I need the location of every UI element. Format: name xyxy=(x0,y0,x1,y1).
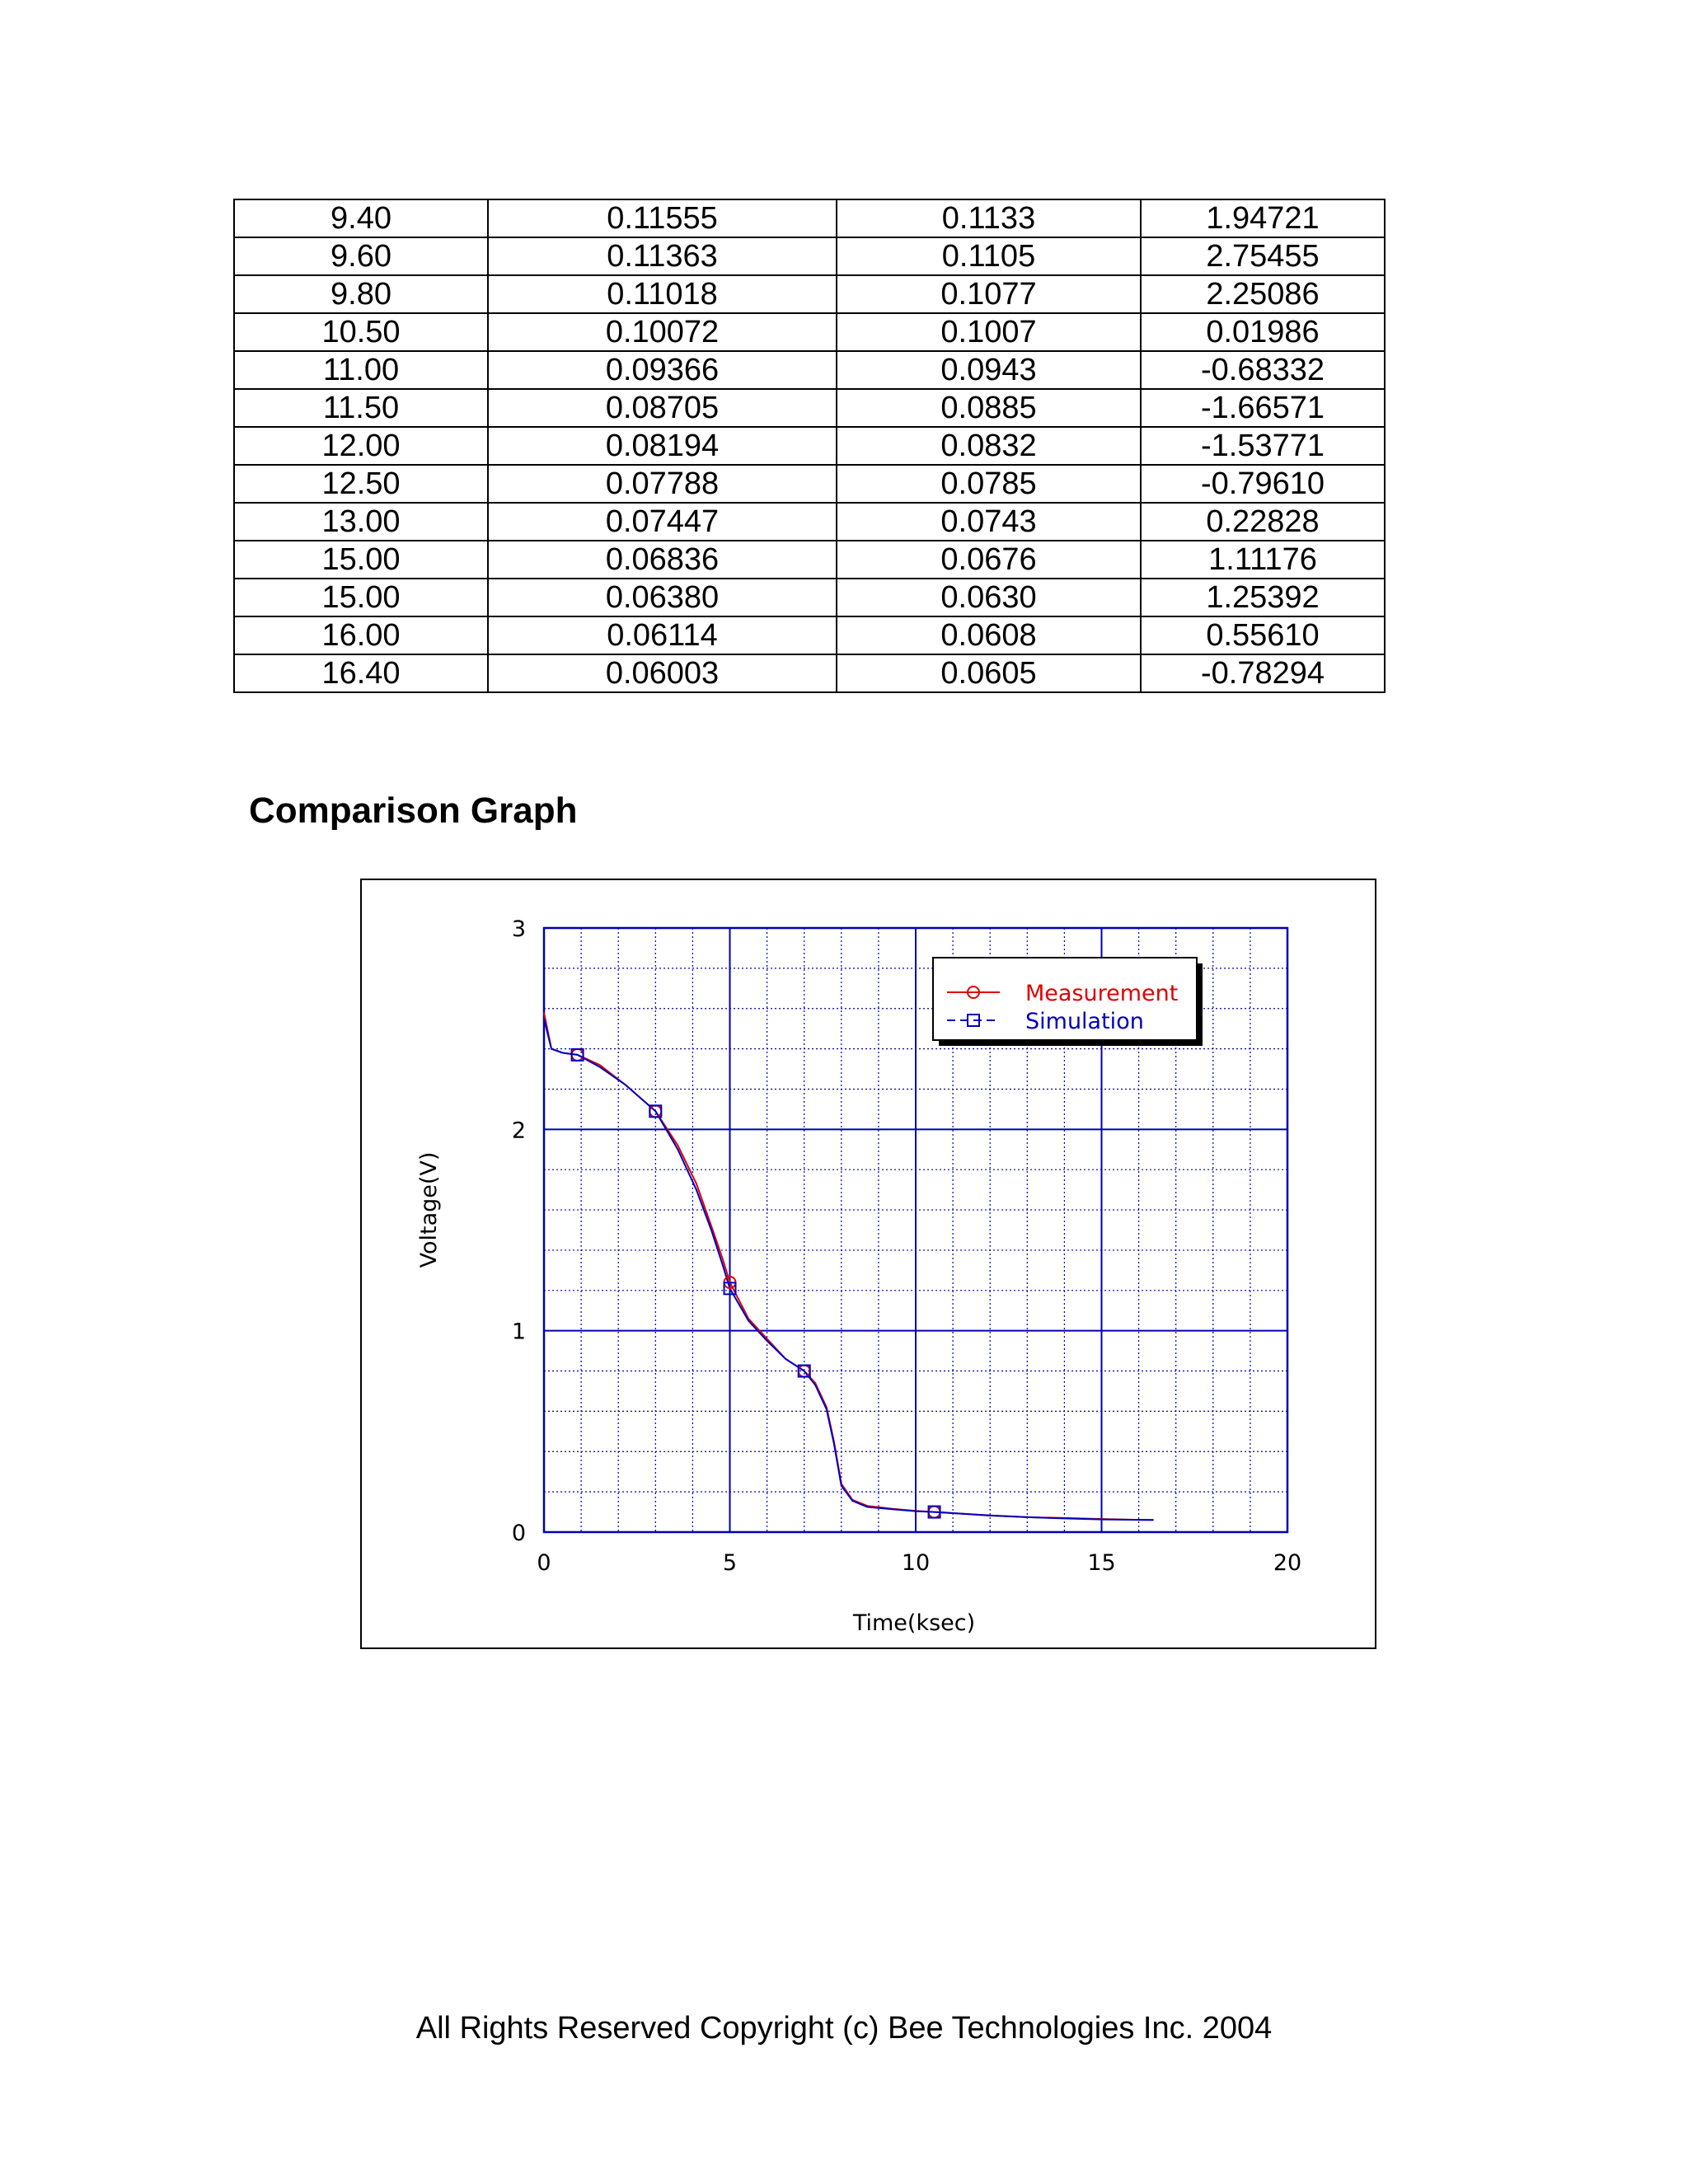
section-heading: Comparison Graph xyxy=(249,790,578,831)
x-tick-label: 0 xyxy=(537,1550,551,1576)
table-row xyxy=(234,503,1385,541)
table-cell: 15.00 xyxy=(234,541,488,579)
table-cell: 16.00 xyxy=(234,616,488,654)
legend-simulation-label: Simulation xyxy=(1025,1009,1144,1034)
y-tick-label: 2 xyxy=(511,1118,526,1144)
table-cell: 0.08194 xyxy=(488,427,837,465)
x-tick-label: 10 xyxy=(901,1550,931,1576)
table-row xyxy=(234,237,1385,275)
table-cell: 0.06003 xyxy=(488,654,837,692)
table-cell: -1.53771 xyxy=(1141,427,1385,465)
table-cell: 0.07788 xyxy=(488,465,837,503)
table-cell: 0.06380 xyxy=(488,579,837,616)
table-cell: 0.1105 xyxy=(837,237,1141,275)
table-row xyxy=(234,427,1385,465)
table-cell: 0.08705 xyxy=(488,389,837,427)
results-table xyxy=(233,199,1386,693)
table-cell: 0.1007 xyxy=(837,313,1141,351)
table-cell: 0.0608 xyxy=(837,616,1141,654)
table-cell: 0.07447 xyxy=(488,503,837,541)
table-cell: 0.09366 xyxy=(488,351,837,389)
table-cell: 0.11555 xyxy=(488,199,837,237)
table-cell: 0.06836 xyxy=(488,541,837,579)
table-cell: 9.80 xyxy=(234,275,488,313)
table-cell: 0.0630 xyxy=(837,579,1141,616)
table-cell: 0.55610 xyxy=(1141,616,1385,654)
table-cell: 15.00 xyxy=(234,579,488,616)
table-cell: 0.0676 xyxy=(837,541,1141,579)
table-cell: 9.40 xyxy=(234,199,488,237)
table-row xyxy=(234,541,1385,579)
table-cell: 0.0885 xyxy=(837,389,1141,427)
table-cell: 0.10072 xyxy=(488,313,837,351)
table-cell: 0.0785 xyxy=(837,465,1141,503)
y-tick-label: 1 xyxy=(511,1319,526,1345)
table-cell: 0.22828 xyxy=(1141,503,1385,541)
table-cell: 0.1077 xyxy=(837,275,1141,313)
table-cell: 9.60 xyxy=(234,237,488,275)
table-cell: -0.79610 xyxy=(1141,465,1385,503)
table-cell: -0.78294 xyxy=(1141,654,1385,692)
table-cell: 0.11363 xyxy=(488,237,837,275)
table-row xyxy=(234,389,1385,427)
table-row xyxy=(234,654,1385,692)
table-cell: 0.0832 xyxy=(837,427,1141,465)
x-tick-label: 20 xyxy=(1273,1550,1302,1576)
comparison-chart xyxy=(360,879,1376,1649)
table-cell: 10.50 xyxy=(234,313,488,351)
legend-measurement-label: Measurement xyxy=(1025,981,1179,1006)
y-tick-label: 3 xyxy=(511,916,526,942)
results-table-body xyxy=(234,199,1385,692)
table-cell: 2.25086 xyxy=(1141,275,1385,313)
table-cell: 11.50 xyxy=(234,389,488,427)
table-cell: 12.00 xyxy=(234,427,488,465)
table-cell: -0.68332 xyxy=(1141,351,1385,389)
table-cell: 1.11176 xyxy=(1141,541,1385,579)
table-cell: 1.94721 xyxy=(1141,199,1385,237)
table-row xyxy=(234,199,1385,237)
table-cell: 2.75455 xyxy=(1141,237,1385,275)
table-row xyxy=(234,313,1385,351)
x-tick-label: 5 xyxy=(722,1550,738,1576)
table-row xyxy=(234,465,1385,503)
table-cell: 0.0743 xyxy=(837,503,1141,541)
table-row xyxy=(234,616,1385,654)
table-cell: 0.0605 xyxy=(837,654,1141,692)
table-cell: -1.66571 xyxy=(1141,389,1385,427)
table-cell: 0.01986 xyxy=(1141,313,1385,351)
table-cell: 11.00 xyxy=(234,351,488,389)
table-cell: 13.00 xyxy=(234,503,488,541)
table-cell: 0.11018 xyxy=(488,275,837,313)
copyright-footer: All Rights Reserved Copyright (c) Bee Technologies Inc. 2004 xyxy=(415,2011,1273,2046)
table-row xyxy=(234,579,1385,616)
series-line-simulation xyxy=(544,1019,1154,1520)
y-tick-label: 0 xyxy=(511,1521,526,1546)
table-cell: 16.40 xyxy=(234,654,488,692)
table-cell: 0.0943 xyxy=(837,351,1141,389)
table-cell: 1.25392 xyxy=(1141,579,1385,616)
x-axis-label: Time(ksec) xyxy=(852,1610,976,1636)
table-cell: 0.1133 xyxy=(837,199,1141,237)
x-tick-label: 15 xyxy=(1087,1550,1116,1576)
table-row xyxy=(234,275,1385,313)
table-row xyxy=(234,351,1385,389)
table-cell: 0.06114 xyxy=(488,616,837,654)
chart-legend xyxy=(933,958,1203,1046)
y-axis-label: Voltage(V) xyxy=(416,1151,442,1268)
table-cell: 12.50 xyxy=(234,465,488,503)
chart-svg xyxy=(362,880,1375,1647)
